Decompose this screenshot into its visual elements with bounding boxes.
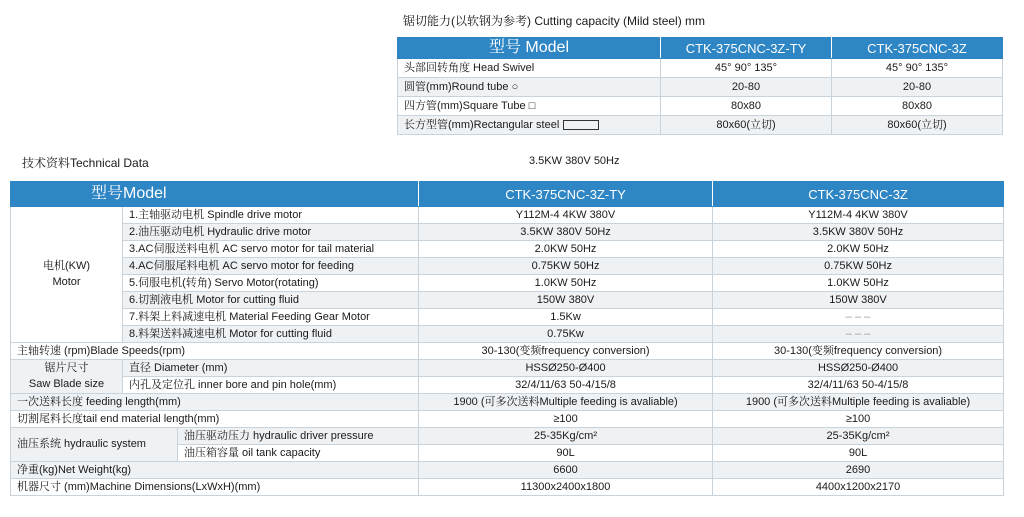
table-row (11, 275, 1004, 292)
row-label: 1.主轴驱动电机 Spindle drive motor (123, 207, 419, 224)
motor-group-label (11, 207, 123, 343)
row-value: 80x60(立切) (832, 116, 1003, 135)
row-value: 150W 380V (419, 292, 713, 309)
row-value: 32/4/11/63 50-4/15/8 (419, 377, 713, 394)
row-value: 80x80 (661, 97, 832, 116)
row-label: 5.伺服电机(转角) Servo Motor(rotating) (123, 275, 419, 292)
model-col-2: CTK-375CNC-3Z (713, 182, 1004, 207)
row-value: 0.75Kw (419, 326, 713, 343)
cutting-capacity-table (397, 37, 1003, 135)
table-row (398, 116, 1003, 135)
table-row (11, 479, 1004, 496)
row-value: ≥100 (419, 411, 713, 428)
row-value: 11300x2400x1800 (419, 479, 713, 496)
row-label: 内孔及定位孔 inner bore and pin hole(mm) (123, 377, 419, 394)
row-value: 1.5Kw (419, 309, 713, 326)
row-value: 90L (419, 445, 713, 462)
row-label: 6.切割液电机 Motor for cutting fluid (123, 292, 419, 309)
table-row (398, 59, 1003, 78)
row-label: 2.油压驱动电机 Hydraulic drive motor (123, 224, 419, 241)
row-value: 30-130(变频frequency conversion) (713, 343, 1004, 360)
row-label: 四方管(mm)Square Tube □ (398, 97, 661, 116)
row-label: 圆管(mm)Round tube ○ (398, 78, 661, 97)
row-value: 45° 90° 135° (832, 59, 1003, 78)
model-col-1: CTK-375CNC-3Z-TY (419, 182, 713, 207)
row-value: 32/4/11/63 50-4/15/8 (713, 377, 1004, 394)
row-label: 头部回转角度 Head Swivel (398, 59, 661, 78)
power-note: 3.5KW 380V 50Hz (529, 155, 620, 167)
row-value: 20-80 (832, 78, 1003, 97)
row-label: 7.料架上料减速电机 Material Feeding Gear Motor (123, 309, 419, 326)
row-value: 1.0KW 50Hz (419, 275, 713, 292)
row-value: 2.0KW 50Hz (419, 241, 713, 258)
row-value: 3.5KW 380V 50Hz (713, 224, 1004, 241)
rectangular-steel-label: 长方型管(mm)Rectangular steel (404, 118, 560, 131)
row-value: 2690 (713, 462, 1004, 479)
row-value: ≥100 (713, 411, 1004, 428)
row-value: 3.5KW 380V 50Hz (419, 224, 713, 241)
table-row (11, 309, 1004, 326)
row-value: 1.0KW 50Hz (713, 275, 1004, 292)
table-row (398, 97, 1003, 116)
rectangle-icon (563, 120, 599, 130)
saw-label-en: Saw Blade size (28, 377, 105, 390)
model-col-1: CTK-375CNC-3Z-TY (661, 38, 832, 59)
hydraulic-group-label: 油压系统 hydraulic system (11, 428, 178, 462)
technical-data-table (10, 181, 1004, 496)
table-row (11, 394, 1004, 411)
row-value: 90L (713, 445, 1004, 462)
saw-blade-group-label (11, 360, 123, 394)
table-row (11, 224, 1004, 241)
saw-label-cn: 锯片尺寸 (44, 362, 89, 375)
row-value: HSSØ250-Ø400 (419, 360, 713, 377)
row-label: 8.料架送料减速电机 Motor for cutting fluid (123, 326, 419, 343)
table-row (11, 411, 1004, 428)
row-value: 20-80 (661, 78, 832, 97)
row-value: HSSØ250-Ø400 (713, 360, 1004, 377)
row-value: 6600 (419, 462, 713, 479)
row-value: 0.75KW 50Hz (713, 258, 1004, 275)
row-value: 45° 90° 135° (661, 59, 832, 78)
row-label: 直径 Diameter (mm) (123, 360, 419, 377)
row-label (398, 116, 661, 135)
table-row (11, 462, 1004, 479)
row-value: 1900 (可多次送料Multiple feeding is avaliable) (419, 394, 713, 411)
table-row (11, 343, 1004, 360)
row-value: Y112M-4 4KW 380V (419, 207, 713, 224)
row-value: 2.0KW 50Hz (713, 241, 1004, 258)
table-row (398, 78, 1003, 97)
row-value: 1900 (可多次送料Multiple feeding is avaliable) (713, 394, 1004, 411)
row-label: 3.AC伺服送料电机 AC servo motor for tail material (123, 241, 419, 258)
table-row (11, 241, 1004, 258)
table-row (11, 326, 1004, 343)
row-label: 切割尾料长度tail end material length(mm) (11, 411, 419, 428)
table-row (11, 207, 1004, 224)
row-value: 150W 380V (713, 292, 1004, 309)
row-label: 机器尺寸 (mm)Machine Dimensions(LxWxH)(mm) (11, 479, 419, 496)
row-label: 油压箱容量 oil tank capacity (178, 445, 419, 462)
motor-label-cn: 电机(KW) (42, 259, 91, 272)
row-label: 4.AC伺服尾料电机 AC servo motor for feeding (123, 258, 419, 275)
row-value: 30-130(变频frequency conversion) (419, 343, 713, 360)
model-header: 型号Model (11, 182, 419, 207)
row-value: Y112M-4 4KW 380V (713, 207, 1004, 224)
table-header-row (11, 182, 1004, 207)
row-value: 25-35Kg/cm² (419, 428, 713, 445)
table-row (11, 428, 1004, 445)
row-label: 油压驱动压力 hydraulic driver pressure (178, 428, 419, 445)
table-row (11, 258, 1004, 275)
cutting-capacity-title: 锯切能力(以软钢为参考) Cutting capacity (Mild steel) mm (403, 14, 706, 28)
table-header-row (398, 38, 1003, 59)
row-value: 4400x1200x2170 (713, 479, 1004, 496)
row-value: 25-35Kg/cm² (713, 428, 1004, 445)
model-header: 型号 Model (398, 38, 661, 59)
table-row (11, 377, 1004, 394)
motor-label-en: Motor (52, 275, 81, 288)
row-value: – – – (713, 309, 1004, 326)
row-label: 净重(kg)Net Weight(kg) (11, 462, 419, 479)
row-label: 一次送料长度 feeding length(mm) (11, 394, 419, 411)
row-value: 0.75KW 50Hz (419, 258, 713, 275)
table-row (11, 292, 1004, 309)
row-label: 主轴转速 (rpm)Blade Speeds(rpm) (11, 343, 419, 360)
row-value: 80x80 (832, 97, 1003, 116)
technical-data-title: 技术资料Technical Data (22, 156, 149, 170)
model-col-2: CTK-375CNC-3Z (832, 38, 1003, 59)
row-value: 80x60(立切) (661, 116, 832, 135)
row-value: – – – (713, 326, 1004, 343)
table-row (11, 360, 1004, 377)
